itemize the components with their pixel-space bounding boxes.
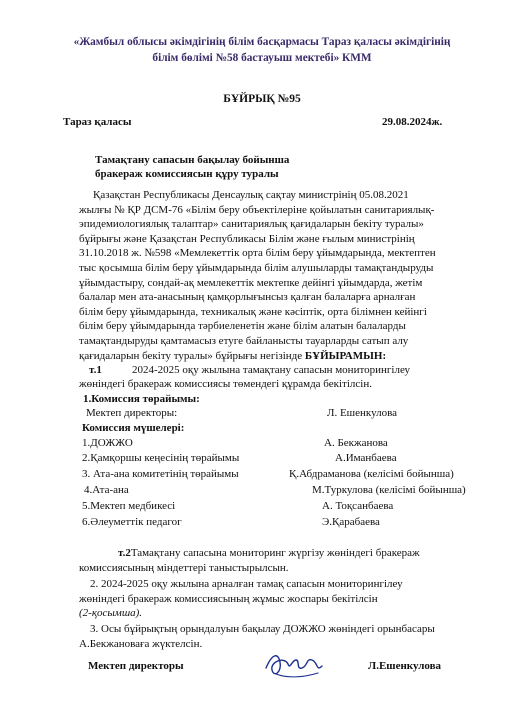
members-heading: Комиссия мүшелері: xyxy=(82,422,185,434)
chair-role: Мектеп директоры: xyxy=(86,407,178,419)
preamble-line: ұйымдастыру, сондай-ақ мемлекеттік мектепке дейінгі ұйымдарда, жетім xyxy=(79,276,423,289)
signature-title: Мектеп директоры xyxy=(88,660,184,672)
member-name: М.Туркулова (келісімі бойынша) xyxy=(312,484,466,496)
item1-line-2: жөніндегі бракераж комиссиясы төмендегі құрамда бекітілсін. xyxy=(79,378,372,390)
preamble-line: білім беру ұйымдарында тәрбиеленетін және білім алатын балаларды xyxy=(79,320,406,333)
point2-line-2: жөніндегі бракераж комиссиясының жұмыс жоспары бекітілсін xyxy=(79,593,378,605)
point2-line-1: 2. 2024-2025 оқу жылына арналған тамақ сапасын мониторингілеу xyxy=(90,578,403,590)
member-role: 4.Ата-ана xyxy=(84,484,129,496)
preamble-line: 31.10.2018 ж. №598 «Мемлекеттік орта білім беру ұйымдарында, мектептен xyxy=(79,247,436,260)
preamble-line: Қазақстан Республикасы Денсаулық сақтау министрінің 05.08.2021 xyxy=(93,189,409,201)
preamble-line: жылғы № ҚР ДСМ-76 «Білім беру объектілеріне қойылатын санитариялық- xyxy=(79,203,435,216)
member-role: 1.ДОЖЖО xyxy=(82,437,133,449)
organization-header xyxy=(40,34,484,66)
chair-name: Л. Ешенкулова xyxy=(327,407,398,419)
handwritten-signature xyxy=(262,648,324,682)
point3-line-1: 3. Осы бұйрықтың орындалуын бақылау ДОЖЖО жөніндегі орынбасары xyxy=(90,623,435,635)
city: Тараз қаласы xyxy=(63,116,132,128)
preamble xyxy=(79,188,451,363)
point2-line-3: (2-қосымша). xyxy=(79,607,143,619)
item2-number: т.2 xyxy=(118,547,131,559)
member-name: А.Иманбаева xyxy=(335,452,397,464)
member-role: 5.Мектеп медбикесі xyxy=(82,500,176,512)
member-name: А. Бекжанова xyxy=(324,437,388,449)
preamble-line: қағидаларын бекіту туралы» бұйрығы негізінде xyxy=(79,349,303,362)
subject-line-2: бракераж комиссиясын құру туралы xyxy=(95,168,279,180)
item2-first-line xyxy=(118,546,420,560)
member-role: 6.Әлеуметтік педагог xyxy=(82,516,182,528)
item1-number: т.1 xyxy=(89,364,102,376)
item2-line-2: комиссиясының міндеттері таныстырылсын. xyxy=(79,562,289,574)
subject-line-1: Тамақтану сапасын бақылау бойынша xyxy=(95,154,290,166)
header-line-1: «Жамбыл облысы әкімдігінің білім басқармасы Тараз қаласы әкімдігінің xyxy=(73,36,451,48)
member-name: А. Тоқсанбаева xyxy=(322,500,394,512)
item2-line-1: Тамақтану сапасына мониторинг жүргізу жөніндегі бракераж xyxy=(130,547,420,559)
member-name: Э.Қарабаева xyxy=(322,516,380,528)
chair-heading: 1.Комиссия төрайымы: xyxy=(83,393,200,405)
order-date: 29.08.2024ж. xyxy=(382,116,443,128)
header-line-2: білім бөлімі №58 бастауыш мектебі» КММ xyxy=(152,52,372,64)
order-title: БҰЙРЫҚ №95 xyxy=(223,93,301,105)
member-name: Қ.Абдраманова (келісімі бойынша) xyxy=(289,468,454,480)
preamble-line: тамақтандыруды қамтамасыз етуге байланысты тауарларды сатып алу xyxy=(79,334,409,347)
point3-line-2: А.Бекжановаға жүктелсін. xyxy=(79,638,203,650)
member-role: 2.Қамқоршы кеңесінің төрайымы xyxy=(82,452,240,464)
signature-name: Л.Ешенкулова xyxy=(368,660,442,672)
preamble-line: эпидемиологиялық талаптар» санитариялық қағидаларын бекіту туралы» xyxy=(79,218,424,231)
member-role: 3. Ата-ана комитетінің төрайымы xyxy=(82,468,239,480)
preamble-line: тыс қосымша білім беру ұйымдарында білім алушыларды тамақтандыруды xyxy=(79,261,434,274)
preamble-line: балалар мен ата-анасының қамқорлығынсыз қалған балаларға арналған xyxy=(79,291,416,304)
preamble-line: бұйрығы және Қазақстан Республикасы Білім және ғылым министрінің xyxy=(79,232,415,245)
preamble-last-line xyxy=(79,349,451,364)
preamble-line: білім беру ұйымдарында, техникалық және кәсіптік, орта білімнен кейінгі xyxy=(79,305,427,318)
order-word: БҰЙЫРАМЫН: xyxy=(304,349,387,362)
item1-line-1: 2024-2025 оқу жылына тамақтану сапасын мониторингілеу xyxy=(132,364,411,376)
